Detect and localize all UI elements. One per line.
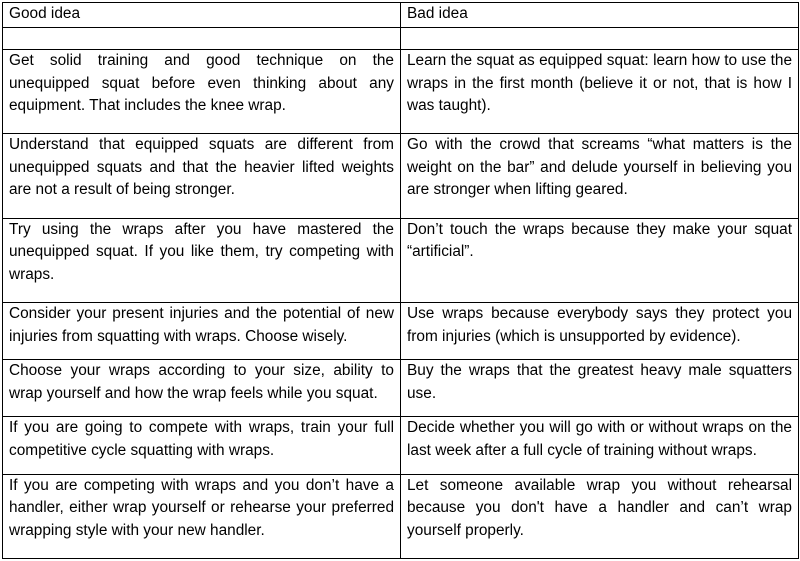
empty-cell-good bbox=[3, 28, 401, 50]
table-row bbox=[3, 134, 799, 218]
good-idea-cell: Get solid training and good technique on the unequipped squat before even thinking about any equipment. That includes the knee wrap. bbox=[3, 50, 401, 134]
good-idea-cell: Understand that equipped squats are different from unequipped squats and that the heavier lifted weights are not a result of being stronger. bbox=[3, 134, 401, 218]
table-row bbox=[3, 303, 799, 360]
table-row bbox=[3, 417, 799, 474]
good-idea-cell: Choose your wraps according to your size, ability to wrap yourself and how the wrap feels while you squat. bbox=[3, 360, 401, 417]
bad-idea-header: Bad idea bbox=[401, 3, 799, 28]
good-idea-header: Good idea bbox=[3, 3, 401, 28]
good-bad-comparison-table bbox=[2, 2, 799, 559]
table-row bbox=[3, 50, 799, 134]
table-row bbox=[3, 218, 799, 302]
bad-idea-cell: Go with the crowd that screams “what matters is the weight on the bar” and delude yourself in believing you are stronger when lifting geared. bbox=[401, 134, 799, 218]
bad-idea-cell: Learn the squat as equipped squat: learn how to use the wraps in the first month (believe it or not, that is how I was taught). bbox=[401, 50, 799, 134]
table-row bbox=[3, 360, 799, 417]
good-idea-cell: Try using the wraps after you have mastered the unequipped squat. If you like them, try competing with wraps. bbox=[3, 218, 401, 302]
bad-idea-cell: Buy the wraps that the greatest heavy male squatters use. bbox=[401, 360, 799, 417]
empty-row bbox=[3, 28, 799, 50]
bad-idea-cell: Don’t touch the wraps because they make your squat “artificial”. bbox=[401, 218, 799, 302]
bad-idea-cell: Decide whether you will go with or without wraps on the last week after a full cycle of training without wraps. bbox=[401, 417, 799, 474]
good-idea-cell: Consider your present injuries and the potential of new injuries from squatting with wraps. Choose wisely. bbox=[3, 303, 401, 360]
good-idea-cell: If you are going to compete with wraps, train your full competitive cycle squatting with wraps. bbox=[3, 417, 401, 474]
empty-cell-bad bbox=[401, 28, 799, 50]
good-idea-cell: If you are competing with wraps and you don’t have a handler, either wrap yourself or rehearse your preferred wrapping style with your new handler. bbox=[3, 474, 401, 558]
table-row bbox=[3, 474, 799, 558]
bad-idea-cell: Let someone available wrap you without rehearsal because you don't have a handler and can’t wrap yourself properly. bbox=[401, 474, 799, 558]
bad-idea-cell: Use wraps because everybody says they protect you from injuries (which is unsupported by evidence). bbox=[401, 303, 799, 360]
header-row bbox=[3, 3, 799, 28]
